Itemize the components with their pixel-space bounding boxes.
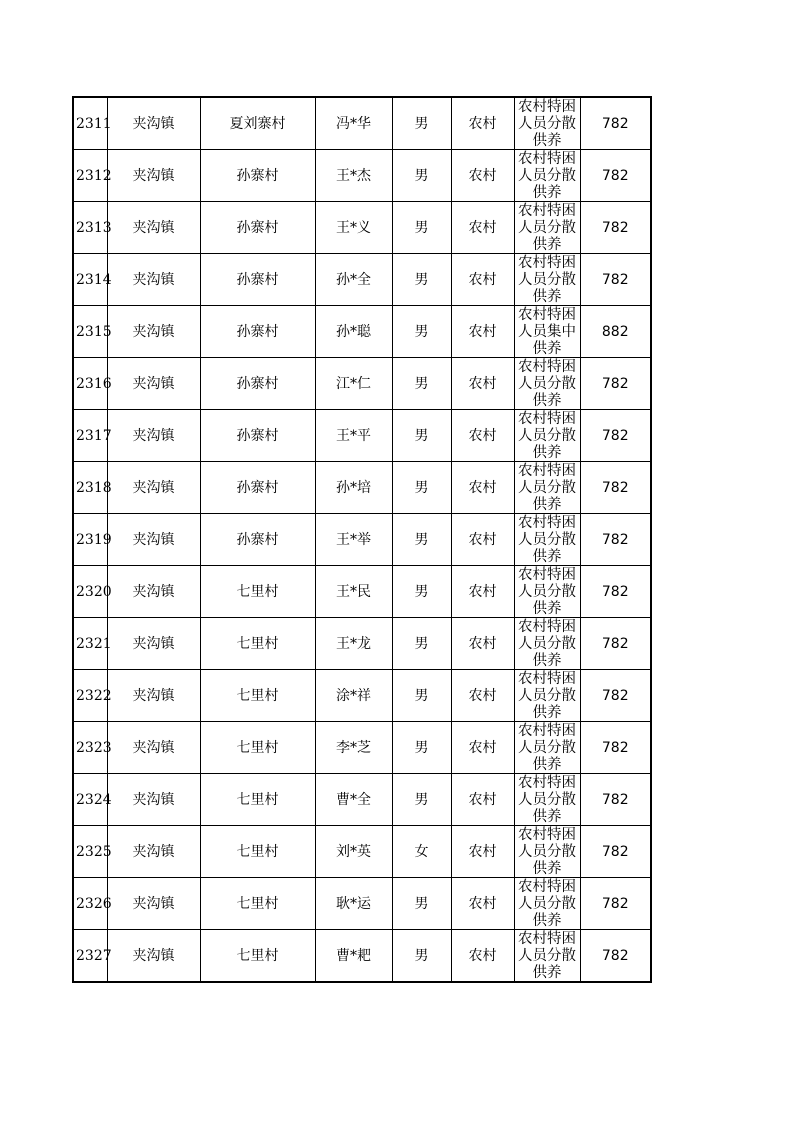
table-row <box>73 254 651 306</box>
village-cell: 七里村 <box>200 670 315 722</box>
village-cell: 孙寨村 <box>200 358 315 410</box>
person-name-cell: 王*民 <box>315 566 392 618</box>
row-number-cell: 2319 <box>73 514 107 566</box>
residence-type-cell: 农村 <box>451 97 514 150</box>
amount-cell: 782 <box>580 774 651 826</box>
row-number-cell: 2312 <box>73 150 107 202</box>
person-name-cell: 王*义 <box>315 202 392 254</box>
row-number-cell: 2311 <box>73 97 107 150</box>
gender-cell: 男 <box>392 774 451 826</box>
gender-cell: 男 <box>392 878 451 930</box>
gender-cell: 男 <box>392 618 451 670</box>
support-category-text: 农村特困人员分散供养 <box>518 462 576 513</box>
town-cell: 夹沟镇 <box>107 150 200 202</box>
town-cell: 夹沟镇 <box>107 254 200 306</box>
amount-cell: 782 <box>580 566 651 618</box>
amount-cell: 782 <box>580 410 651 462</box>
table-row <box>73 618 651 670</box>
row-number-cell: 2326 <box>73 878 107 930</box>
residence-type-cell: 农村 <box>451 410 514 462</box>
support-category-text: 农村特困人员分散供养 <box>518 98 576 149</box>
row-number-cell: 2324 <box>73 774 107 826</box>
residence-type-cell: 农村 <box>451 514 514 566</box>
residence-type-cell: 农村 <box>451 150 514 202</box>
village-cell: 孙寨村 <box>200 462 315 514</box>
gender-cell: 男 <box>392 202 451 254</box>
village-cell: 七里村 <box>200 774 315 826</box>
support-category-text: 农村特困人员分散供养 <box>518 618 576 669</box>
support-category-text: 农村特困人员分散供养 <box>518 774 576 825</box>
support-category-text: 农村特困人员分散供养 <box>518 566 576 617</box>
village-cell: 孙寨村 <box>200 150 315 202</box>
town-cell: 夹沟镇 <box>107 410 200 462</box>
village-cell: 七里村 <box>200 618 315 670</box>
amount-cell: 782 <box>580 202 651 254</box>
support-category-cell <box>514 722 580 774</box>
table-row <box>73 878 651 930</box>
table-row <box>73 97 651 150</box>
support-category-cell <box>514 514 580 566</box>
residence-type-cell: 农村 <box>451 826 514 878</box>
table-row <box>73 826 651 878</box>
gender-cell: 男 <box>392 462 451 514</box>
person-name-cell: 孙*聪 <box>315 306 392 358</box>
residence-type-cell: 农村 <box>451 618 514 670</box>
roster-table <box>72 96 652 983</box>
support-category-text: 农村特困人员分散供养 <box>518 410 576 461</box>
support-category-text: 农村特困人员分散供养 <box>518 878 576 929</box>
amount-cell: 782 <box>580 670 651 722</box>
person-name-cell: 涂*祥 <box>315 670 392 722</box>
person-name-cell: 孙*培 <box>315 462 392 514</box>
table-row <box>73 306 651 358</box>
residence-type-cell: 农村 <box>451 930 514 983</box>
support-category-text: 农村特困人员分散供养 <box>518 202 576 253</box>
town-cell: 夹沟镇 <box>107 670 200 722</box>
row-number-cell: 2325 <box>73 826 107 878</box>
town-cell: 夹沟镇 <box>107 826 200 878</box>
support-category-cell <box>514 410 580 462</box>
row-number-cell: 2314 <box>73 254 107 306</box>
amount-cell: 782 <box>580 878 651 930</box>
amount-cell: 782 <box>580 150 651 202</box>
village-cell: 孙寨村 <box>200 410 315 462</box>
amount-cell: 782 <box>580 930 651 983</box>
town-cell: 夹沟镇 <box>107 358 200 410</box>
gender-cell: 男 <box>392 566 451 618</box>
town-cell: 夹沟镇 <box>107 462 200 514</box>
person-name-cell: 李*芝 <box>315 722 392 774</box>
row-number-cell: 2321 <box>73 618 107 670</box>
table-row <box>73 202 651 254</box>
row-number-cell: 2327 <box>73 930 107 983</box>
row-number-cell: 2315 <box>73 306 107 358</box>
support-category-cell <box>514 826 580 878</box>
amount-cell: 782 <box>580 722 651 774</box>
support-category-cell <box>514 566 580 618</box>
residence-type-cell: 农村 <box>451 462 514 514</box>
table-row <box>73 410 651 462</box>
support-category-cell <box>514 150 580 202</box>
residence-type-cell: 农村 <box>451 358 514 410</box>
gender-cell: 男 <box>392 306 451 358</box>
row-number-cell: 2320 <box>73 566 107 618</box>
support-category-cell <box>514 878 580 930</box>
support-category-text: 农村特困人员分散供养 <box>518 150 576 201</box>
gender-cell: 男 <box>392 930 451 983</box>
amount-cell: 782 <box>580 826 651 878</box>
table-row <box>73 358 651 410</box>
village-cell: 孙寨村 <box>200 514 315 566</box>
town-cell: 夹沟镇 <box>107 618 200 670</box>
town-cell: 夹沟镇 <box>107 514 200 566</box>
support-category-cell <box>514 670 580 722</box>
support-category-text: 农村特困人员分散供养 <box>518 514 576 565</box>
support-category-text: 农村特困人员集中供养 <box>518 306 576 357</box>
person-name-cell: 江*仁 <box>315 358 392 410</box>
gender-cell: 男 <box>392 97 451 150</box>
amount-cell: 782 <box>580 514 651 566</box>
person-name-cell: 王*杰 <box>315 150 392 202</box>
person-name-cell: 耿*运 <box>315 878 392 930</box>
table-row <box>73 670 651 722</box>
person-name-cell: 王*举 <box>315 514 392 566</box>
gender-cell: 男 <box>392 514 451 566</box>
residence-type-cell: 农村 <box>451 202 514 254</box>
row-number-cell: 2318 <box>73 462 107 514</box>
town-cell: 夹沟镇 <box>107 930 200 983</box>
amount-cell: 782 <box>580 254 651 306</box>
town-cell: 夹沟镇 <box>107 97 200 150</box>
residence-type-cell: 农村 <box>451 722 514 774</box>
table-row <box>73 462 651 514</box>
support-category-text: 农村特困人员分散供养 <box>518 722 576 773</box>
support-category-cell <box>514 930 580 983</box>
gender-cell: 男 <box>392 150 451 202</box>
row-number-cell: 2323 <box>73 722 107 774</box>
support-category-text: 农村特困人员分散供养 <box>518 826 576 877</box>
person-name-cell: 王*平 <box>315 410 392 462</box>
gender-cell: 男 <box>392 410 451 462</box>
town-cell: 夹沟镇 <box>107 722 200 774</box>
table-row <box>73 930 651 983</box>
amount-cell: 782 <box>580 462 651 514</box>
gender-cell: 男 <box>392 254 451 306</box>
town-cell: 夹沟镇 <box>107 306 200 358</box>
village-cell: 夏刘寨村 <box>200 97 315 150</box>
person-name-cell: 曹*全 <box>315 774 392 826</box>
support-category-text: 农村特困人员分散供养 <box>518 670 576 721</box>
residence-type-cell: 农村 <box>451 566 514 618</box>
table-row <box>73 514 651 566</box>
village-cell: 七里村 <box>200 930 315 983</box>
amount-cell: 782 <box>580 358 651 410</box>
gender-cell: 男 <box>392 358 451 410</box>
person-name-cell: 曹*耙 <box>315 930 392 983</box>
row-number-cell: 2322 <box>73 670 107 722</box>
amount-cell: 882 <box>580 306 651 358</box>
residence-type-cell: 农村 <box>451 670 514 722</box>
support-category-text: 农村特困人员分散供养 <box>518 254 576 305</box>
town-cell: 夹沟镇 <box>107 566 200 618</box>
town-cell: 夹沟镇 <box>107 878 200 930</box>
residence-type-cell: 农村 <box>451 774 514 826</box>
town-cell: 夹沟镇 <box>107 774 200 826</box>
support-category-text: 农村特困人员分散供养 <box>518 930 576 981</box>
village-cell: 七里村 <box>200 722 315 774</box>
gender-cell: 男 <box>392 670 451 722</box>
support-category-cell <box>514 254 580 306</box>
village-cell: 七里村 <box>200 878 315 930</box>
support-category-cell <box>514 97 580 150</box>
person-name-cell: 冯*华 <box>315 97 392 150</box>
support-category-cell <box>514 774 580 826</box>
village-cell: 孙寨村 <box>200 202 315 254</box>
amount-cell: 782 <box>580 97 651 150</box>
support-category-cell <box>514 358 580 410</box>
gender-cell: 女 <box>392 826 451 878</box>
row-number-cell: 2316 <box>73 358 107 410</box>
person-name-cell: 刘*英 <box>315 826 392 878</box>
support-category-cell <box>514 306 580 358</box>
person-name-cell: 王*龙 <box>315 618 392 670</box>
gender-cell: 男 <box>392 722 451 774</box>
village-cell: 孙寨村 <box>200 254 315 306</box>
table-row <box>73 722 651 774</box>
residence-type-cell: 农村 <box>451 306 514 358</box>
village-cell: 七里村 <box>200 826 315 878</box>
amount-cell: 782 <box>580 618 651 670</box>
roster-body <box>73 97 651 982</box>
support-category-cell <box>514 462 580 514</box>
row-number-cell: 2313 <box>73 202 107 254</box>
table-row <box>73 150 651 202</box>
table-row <box>73 774 651 826</box>
support-category-cell <box>514 202 580 254</box>
row-number-cell: 2317 <box>73 410 107 462</box>
support-category-cell <box>514 618 580 670</box>
person-name-cell: 孙*全 <box>315 254 392 306</box>
residence-type-cell: 农村 <box>451 878 514 930</box>
village-cell: 七里村 <box>200 566 315 618</box>
support-category-text: 农村特困人员分散供养 <box>518 358 576 409</box>
residence-type-cell: 农村 <box>451 254 514 306</box>
town-cell: 夹沟镇 <box>107 202 200 254</box>
village-cell: 孙寨村 <box>200 306 315 358</box>
table-row <box>73 566 651 618</box>
